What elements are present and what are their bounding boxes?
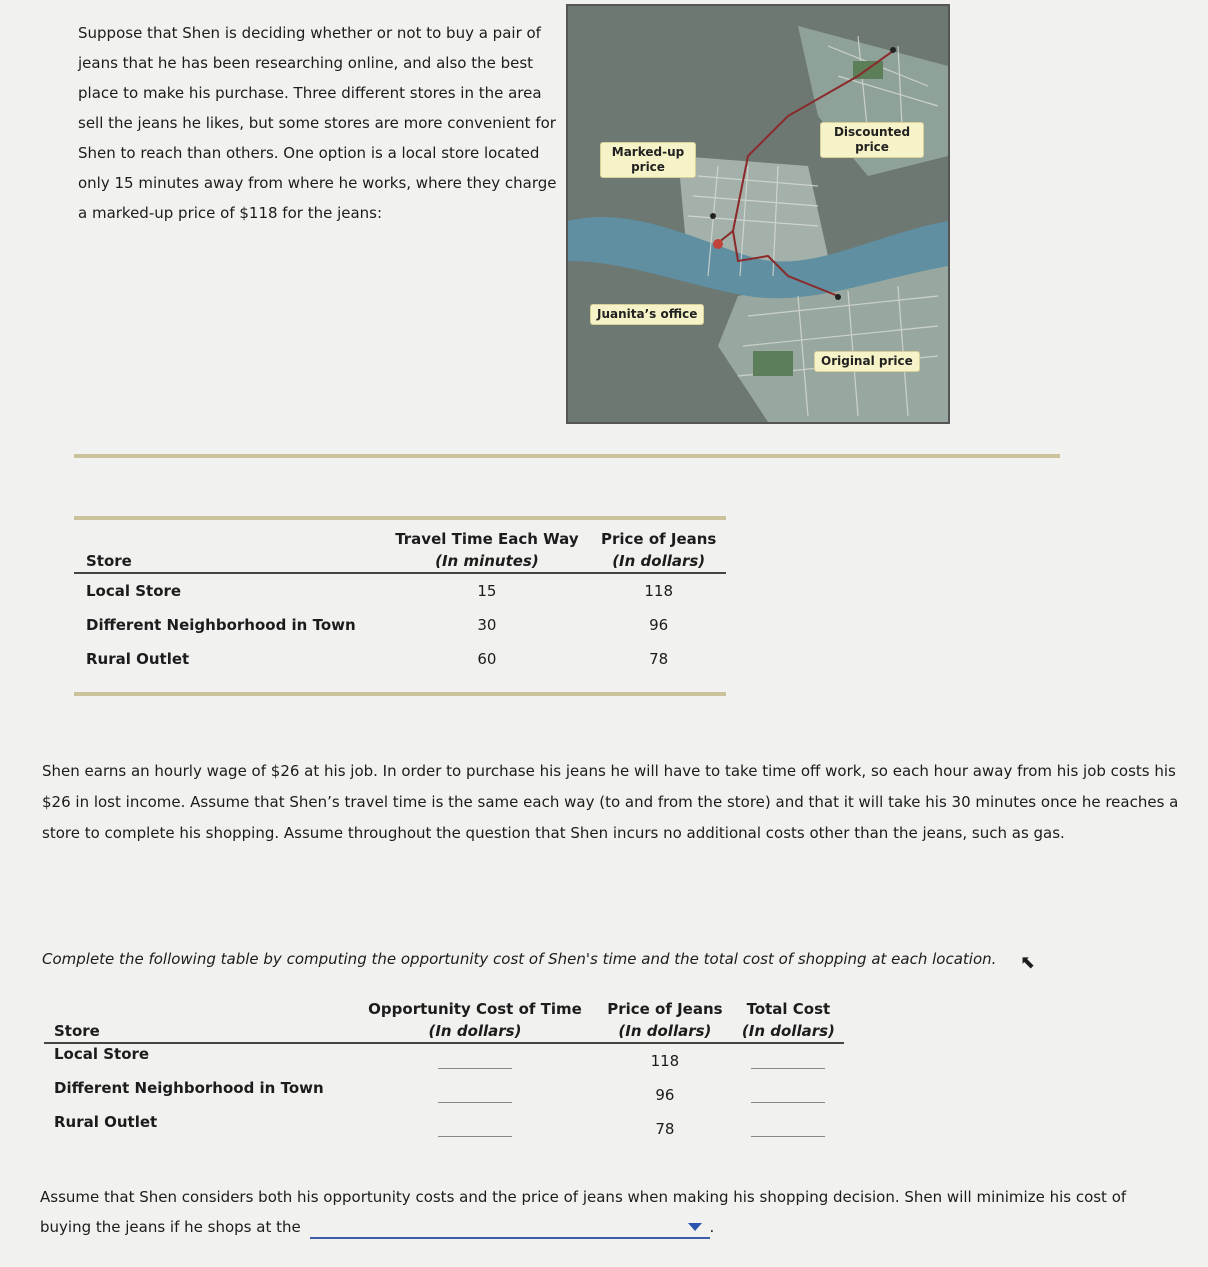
store-header: Store — [44, 998, 353, 1043]
chevron-down-icon — [688, 1223, 702, 1231]
total-cost-input[interactable] — [751, 1050, 825, 1069]
store-info-table — [74, 528, 726, 676]
price-unit: (In dollars) — [597, 1020, 733, 1043]
price: 96 — [655, 1086, 675, 1104]
price-header: Price of Jeans — [607, 1000, 723, 1018]
table-row — [74, 608, 726, 642]
travel-time-header: Travel Time Each Way — [395, 530, 579, 548]
table1-top-rule — [74, 516, 726, 520]
section-divider — [74, 454, 1060, 458]
table-row — [44, 1078, 844, 1112]
opp-cost-unit: (In dollars) — [353, 1020, 597, 1043]
travel-time-unit: (In minutes) — [382, 550, 591, 573]
opp-cost-header: Opportunity Cost of Time — [368, 1000, 582, 1018]
total-cost-unit: (In dollars) — [733, 1020, 844, 1043]
question-end: . — [709, 1218, 715, 1236]
store-name: Local Store — [54, 1045, 150, 1063]
opp-cost-input[interactable] — [438, 1118, 512, 1137]
total-cost-input[interactable] — [751, 1084, 825, 1103]
question-text: Assume that Shen considers both his opportunity costs and the price of jeans when making his shopping decision. Shen will minimize his cost of buying the jeans if he shops at the — [40, 1188, 1127, 1236]
cost-table — [44, 998, 844, 1146]
instruction-text: Complete the following table by computing the opportunity cost of Shen's time and the total cost of shopping at each location. — [42, 950, 997, 968]
office-label: Juanita’s office — [590, 304, 704, 325]
price-header: Price of Jeans — [601, 530, 717, 548]
mouse-cursor-icon: ⬉ — [1020, 952, 1036, 973]
price: 118 — [644, 582, 673, 600]
travel-time: 60 — [477, 650, 497, 668]
total-cost-header: Total Cost — [746, 1000, 831, 1018]
wage-paragraph: Shen earns an hourly wage of $26 at his job. In order to purchase his jeans he will have to take time off work, so each hour away from his job costs his $26 in lost income. Assume that Shen’s travel time is the same each way (to and from the store) and that it will take his 30 minutes once he reaches a store to complete his shopping. Assume throughout the question that Shen incurs no additional costs other than the jeans, such as gas. — [42, 762, 1179, 842]
store-name: Rural Outlet — [54, 1113, 158, 1131]
price: 96 — [649, 616, 669, 634]
price: 118 — [650, 1052, 680, 1070]
travel-time: 15 — [477, 582, 497, 600]
discounted-price-label: Discounted price — [820, 122, 924, 158]
opp-cost-input[interactable] — [438, 1084, 512, 1103]
table-row — [44, 1112, 844, 1146]
original-price-label: Original price — [814, 351, 920, 372]
table1-bottom-rule — [74, 692, 726, 696]
store-name: Rural Outlet — [86, 650, 190, 668]
store-name: Different Neighborhood in Town — [54, 1079, 324, 1097]
total-cost-input[interactable] — [751, 1118, 825, 1137]
store-header: Store — [74, 528, 382, 573]
store-select-dropdown[interactable] — [310, 1217, 710, 1239]
store-name: Different Neighborhood in Town — [86, 616, 356, 634]
decision-question — [40, 1182, 1160, 1242]
store-name: Local Store — [86, 582, 182, 600]
marked-up-price-label: Marked-up price — [600, 142, 696, 178]
price: 78 — [655, 1120, 675, 1138]
table-row — [74, 573, 726, 608]
intro-text: Suppose that Shen is deciding whether or not to buy a pair of jeans that he has been researching online, and also the best place to make his purchase. Three different stores in the area sell the jeans he likes, but some stores are more convenient for Shen to reach than others. One option is a local store located only 15 minutes away from where he works, where they charge a marked-up price of $118 for the jeans: — [78, 24, 557, 222]
price-unit: (In dollars) — [591, 550, 726, 573]
table-row — [74, 642, 726, 676]
opp-cost-input[interactable] — [438, 1050, 512, 1069]
table-row — [44, 1043, 844, 1078]
price: 78 — [649, 650, 669, 668]
travel-time: 30 — [477, 616, 497, 634]
city-map — [566, 4, 950, 424]
